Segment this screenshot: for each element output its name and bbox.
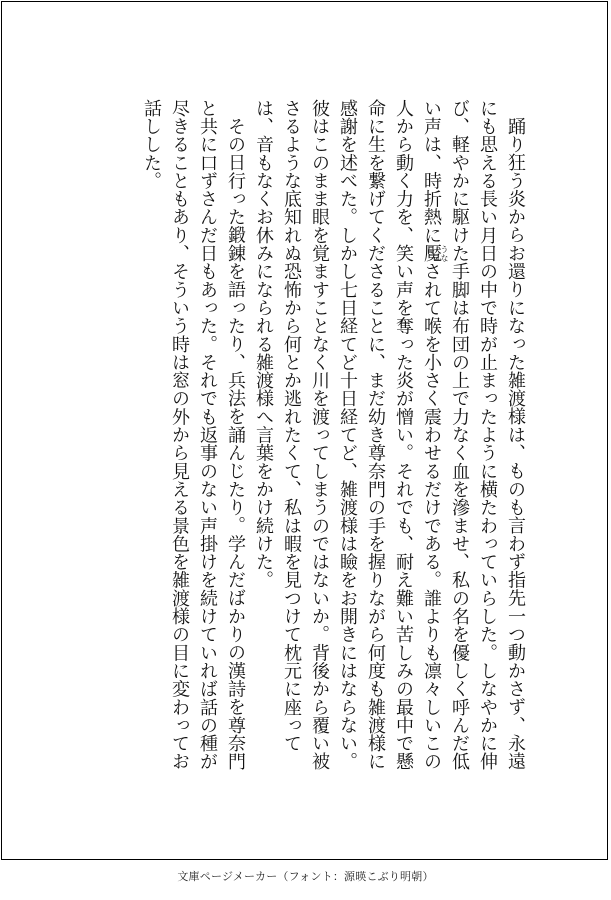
paragraph-1-text-end: されて喉を小さく震わせるだけである。誰よりも凛々しいこの人から動く力を、笑い声を奪った炎が憎い。それでも、耐え難い苦しみの最中で懸命に生を繋げてくださることに、まだ幼き尊奈門の手を握りながら何度も雑渡様に感謝を述べた。しかし七日経てど十日経てど、雑渡様は瞼をお開きにはならない。彼はこのまま眼を覚ますことなく川を渡ってしまうのではないか。背後から覆い被さるような底知れぬ恐怖から何とか逃れたくて、私は暇を見つけて枕元に座っては、音もなくお休みになられる雑渡様へ言葉をかけ続けた。	[253, 99, 442, 771]
paragraph-1	[249, 99, 529, 785]
paragraph-1-text-start: 踊り狂う炎からお還りになった雑渡様は、ものも言わず指先一つ動かさず、永遠にも思える長い月日の中で時が止まったように横たわっていらした。しなやかに伸び、軽やかに駆けた手脚は布団の上で力なく血を滲ませ、私の名を優しく呼んだ低い声は、時折熱に	[421, 99, 526, 771]
vertical-text-body	[137, 99, 529, 785]
footer-caption: 文庫ページメーカー（フォント：源暎こぶり明朝）	[177, 870, 434, 883]
ruby-base: 魘	[421, 244, 442, 263]
paragraph-2: その日行った鍛錬を語ったり、兵法を誦んじたり。学んだばかりの漢詩を尊奈門と共に口ずさんだ日もあった。それでも返事のない声掛けを続けていれば話の種が尽きることもあり、そういう時は窓の外から見える景色を雑渡様の目に変わってお話しした。	[141, 99, 246, 771]
ruby-reading: うな	[440, 244, 449, 263]
page-frame	[1, 1, 608, 860]
ruby-annotation	[421, 244, 449, 263]
